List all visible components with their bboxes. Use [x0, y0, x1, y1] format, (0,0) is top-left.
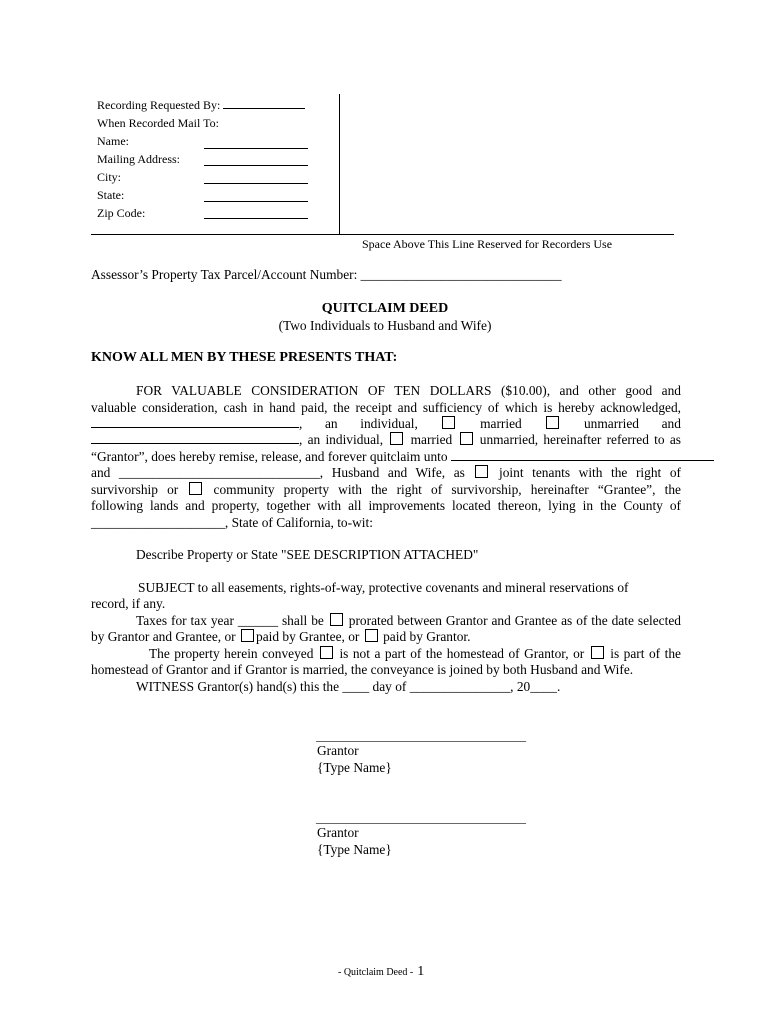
signature-line-2[interactable]: ___________________________________: [316, 811, 526, 825]
para1-line8: following lands and property, together with all improvements located thereon, lying in the County of: [91, 498, 681, 513]
grantor1-blank[interactable]: [91, 416, 299, 428]
signature-name-1: {Type Name}: [317, 760, 392, 775]
subject-line1: SUBJECT to all easements, rights-of-way, protective covenants and mineral reservations of: [138, 580, 629, 595]
para1-line5: “Grantor”, does hereby remise, release, and forever quitclaim unto: [91, 449, 681, 465]
grantee1-blank[interactable]: [451, 449, 714, 461]
zip-blank[interactable]: [204, 218, 308, 219]
community-property-checkbox[interactable]: [189, 482, 202, 495]
para1-line4: , an individual, married unmarried, hereinafter referred to as: [91, 432, 681, 448]
para1-line9: ____________________, State of California, to-wit:: [91, 515, 373, 530]
name-blank[interactable]: [204, 148, 308, 149]
signature-line-1[interactable]: ___________________________________: [316, 729, 526, 743]
taxes-line2: by Grantor and Grantee, or paid by Grantee, or paid by Grantor.: [91, 629, 471, 644]
taxes-line1: Taxes for tax year ______ shall be prorated between Grantor and Grantee as of the date selected: [136, 613, 681, 628]
field-city-label: City:: [97, 170, 122, 184]
para1-line2: valuable consideration, cash in hand paid, the receipt and sufficiency of which is hereby acknowledged,: [91, 400, 681, 415]
field-zip-label: Zip Code:: [97, 206, 146, 220]
grantor1-married-checkbox[interactable]: [442, 416, 455, 429]
footer-label: - Quitclaim Deed -: [338, 967, 414, 978]
recorder-divider: [91, 234, 674, 235]
homestead-line1: The property herein conveyed is not a part of the homestead of Grantor, or is part of the: [149, 646, 681, 661]
signature-name-2: {Type Name}: [317, 842, 392, 857]
signature-role-1: Grantor: [317, 743, 359, 758]
is-homestead-checkbox[interactable]: [591, 646, 604, 659]
grantor2-married-checkbox[interactable]: [390, 432, 403, 445]
field-mailing-address-label: Mailing Address:: [97, 152, 180, 166]
field-name-label: Name:: [97, 134, 129, 148]
joint-tenants-checkbox[interactable]: [475, 465, 488, 478]
paid-by-grantor-checkbox[interactable]: [365, 629, 378, 642]
document-subtitle: (Two Individuals to Husband and Wife): [278, 318, 492, 333]
subject-line2: record, if any.: [91, 596, 166, 611]
know-all-heading: KNOW ALL MEN BY THESE PRESENTS THAT:: [91, 350, 398, 365]
para1-line3: , an individual, married unmarried and: [91, 416, 681, 432]
not-homestead-checkbox[interactable]: [320, 646, 333, 659]
field-state-label: State:: [97, 188, 125, 202]
page-footer: [338, 962, 424, 980]
page-number: 1: [417, 964, 425, 979]
requested-by-blank[interactable]: [223, 97, 305, 109]
assessor-line: Assessor’s Property Tax Parcel/Account Number: ______________________________: [91, 267, 562, 282]
mailing-address-blank[interactable]: [204, 165, 308, 166]
prorated-checkbox[interactable]: [330, 613, 343, 626]
city-blank[interactable]: [204, 183, 308, 184]
recording-requested-by: Recording Requested By:: [97, 97, 305, 113]
reserved-note: Space Above This Line Reserved for Recorders Use: [362, 237, 613, 251]
paid-by-grantee-checkbox[interactable]: [241, 629, 254, 642]
state-blank[interactable]: [204, 201, 308, 202]
document-title: QUITCLAIM DEED: [321, 301, 449, 316]
para1-line6: and ______________________________, Husband and Wife, as joint tenants with the right of: [91, 465, 681, 480]
when-recorded-mail-to: When Recorded Mail To:: [97, 116, 219, 130]
vertical-divider: [339, 94, 340, 234]
grantor2-unmarried-checkbox[interactable]: [460, 432, 473, 445]
para1-line7: survivorship or community property with the right of survivorship, hereinafter “Grantee”, the: [91, 482, 681, 497]
signature-role-2: Grantor: [317, 825, 359, 840]
grantor2-blank[interactable]: [91, 432, 299, 444]
homestead-line2: homestead of Grantor and if Grantor is married, the conveyance is joined by both Husband and Wife.: [91, 662, 634, 677]
para1-line1: FOR VALUABLE CONSIDERATION OF TEN DOLLARS ($10.00), and other good and: [136, 383, 681, 398]
describe-property: Describe Property or State "SEE DESCRIPTION ATTACHED": [136, 547, 479, 562]
witness-line: WITNESS Grantor(s) hand(s) this the ____ day of _______________, 20____.: [136, 679, 561, 694]
grantor1-unmarried-checkbox[interactable]: [546, 416, 559, 429]
